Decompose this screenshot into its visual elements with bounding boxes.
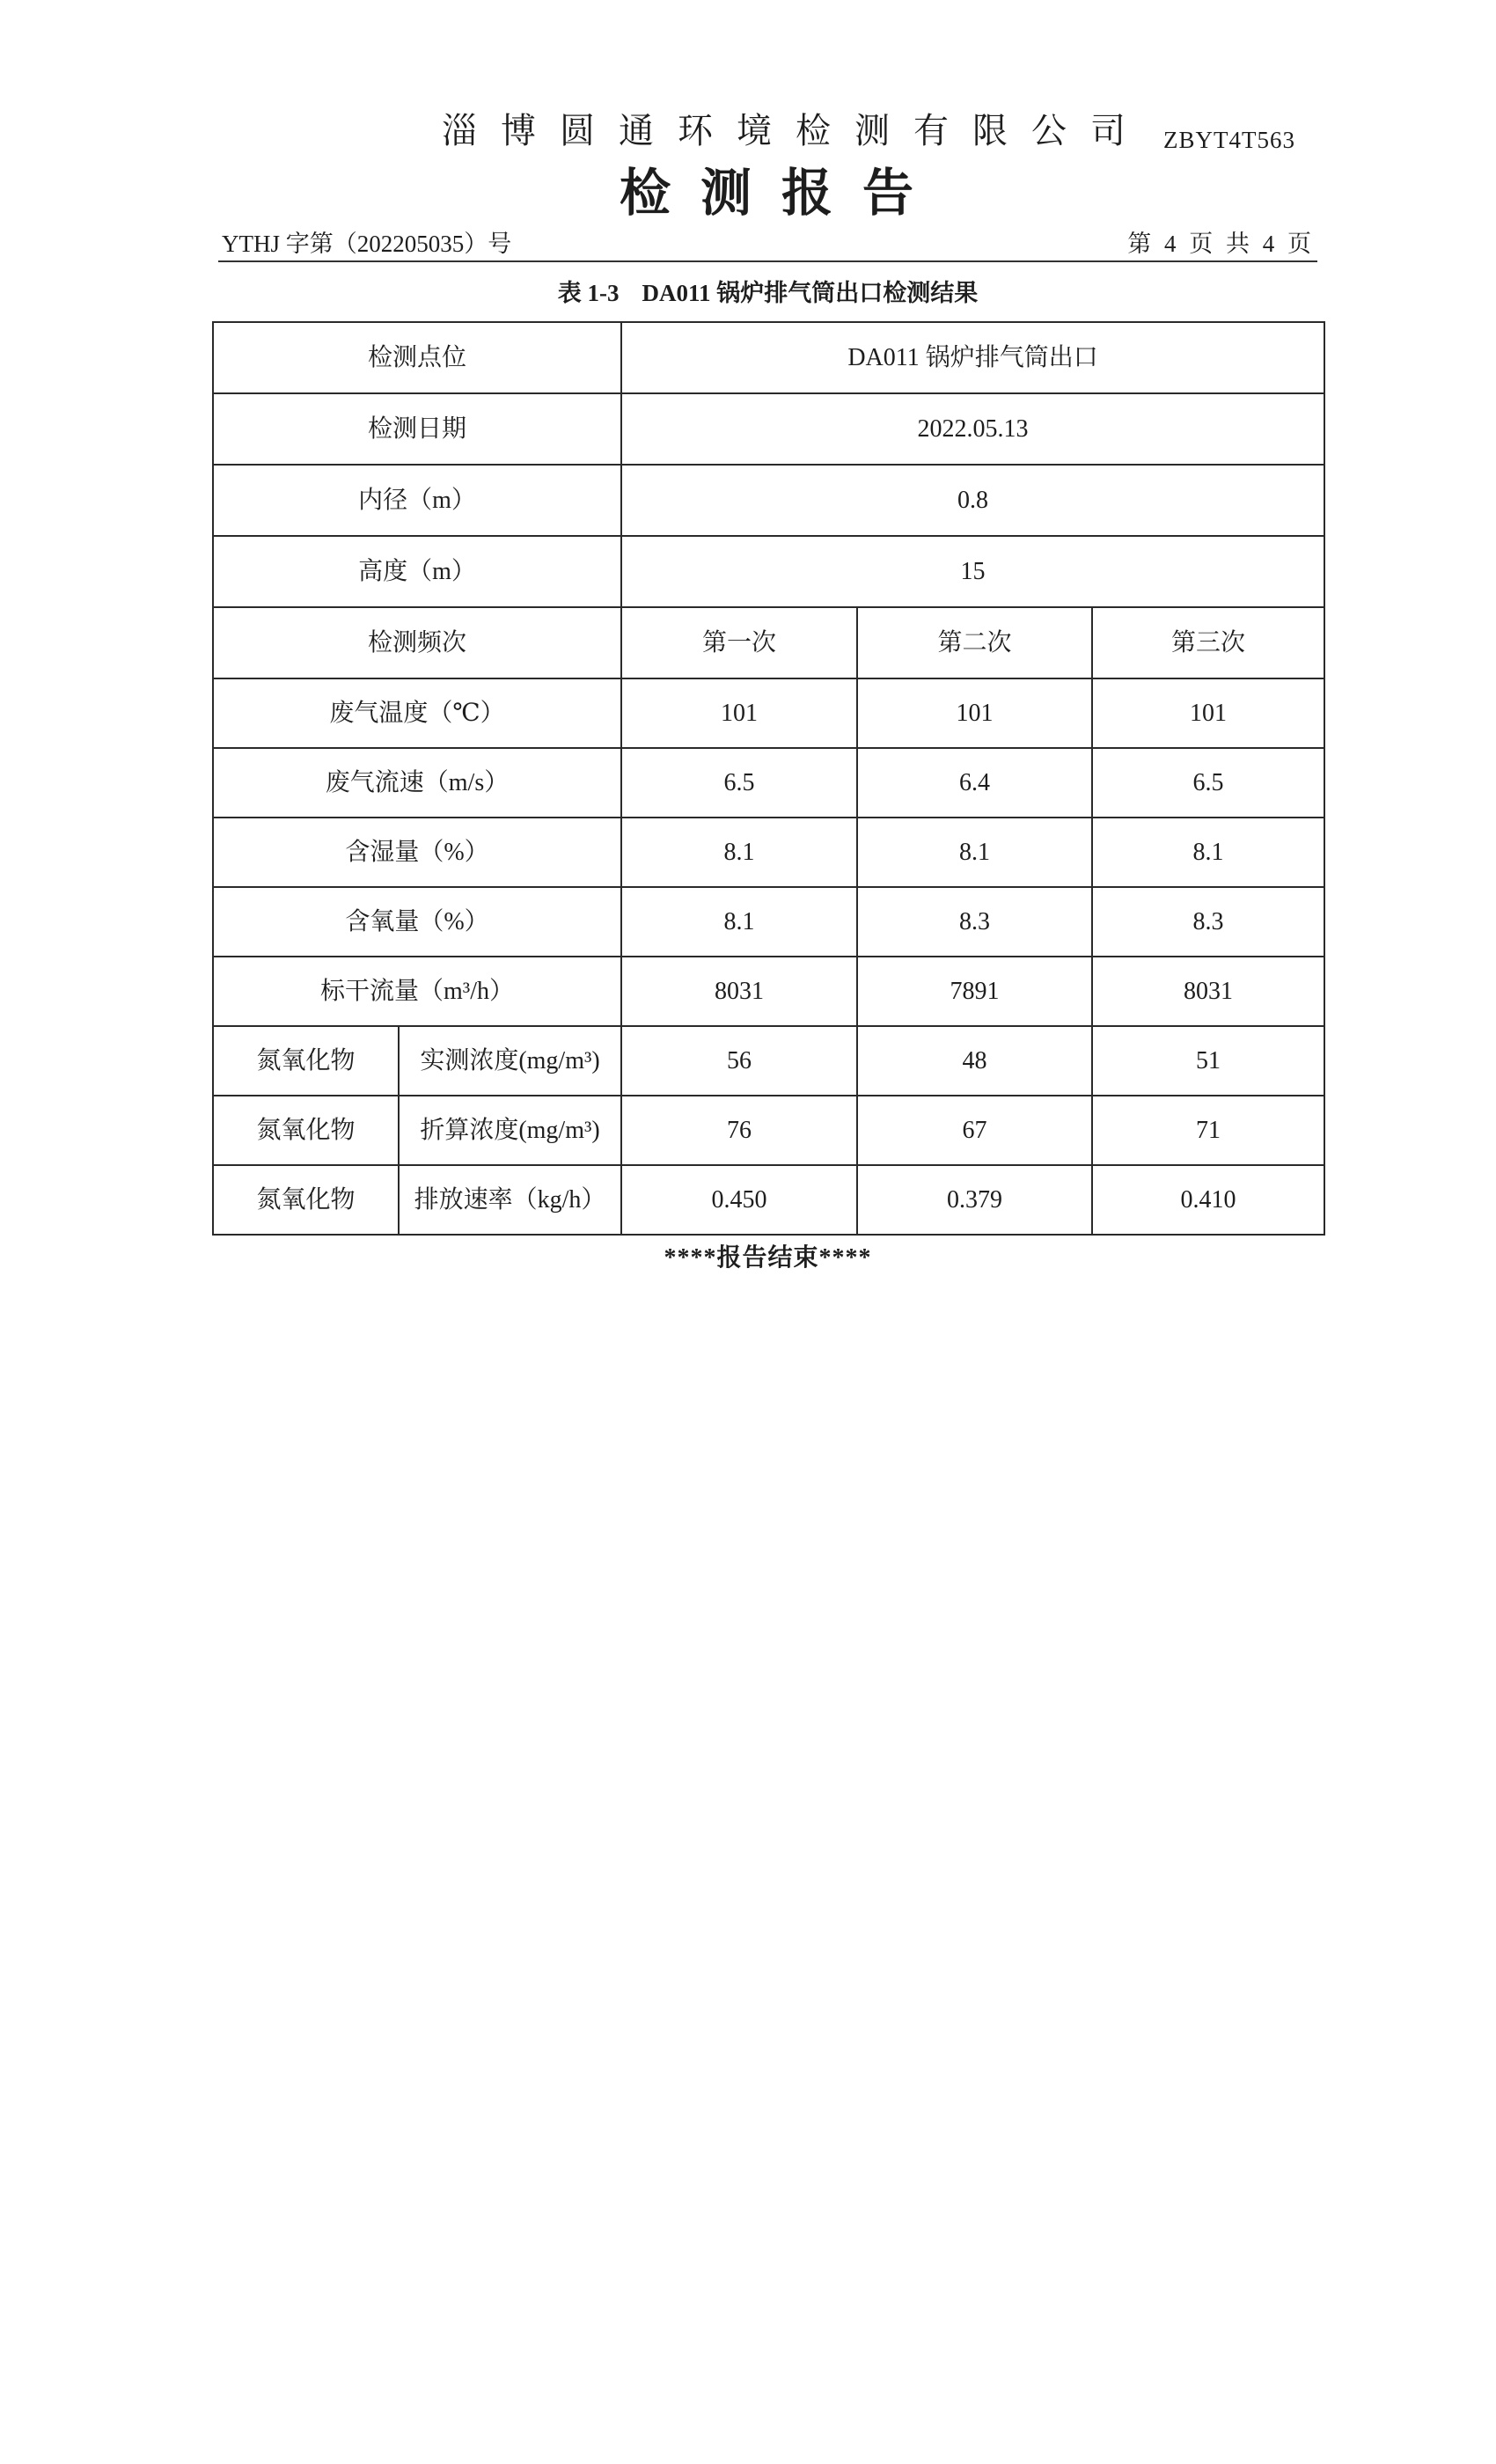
run-header-cell: 第一次 (621, 607, 857, 678)
table-row (213, 1096, 1324, 1165)
table-row (213, 1165, 1324, 1235)
measure-value-cell: 8.3 (857, 887, 1092, 957)
measure-value-cell: 8.1 (857, 818, 1092, 887)
pollutant-value-cell: 51 (1092, 1026, 1324, 1096)
measure-label-cell: 废气流速（m/s） (213, 748, 621, 818)
pollutant-value-cell: 48 (857, 1026, 1092, 1096)
measure-value-cell: 101 (1092, 678, 1324, 748)
measure-value-cell: 6.4 (857, 748, 1092, 818)
measure-label-cell: 含氧量（%） (213, 887, 621, 957)
info-value-cell: 0.8 (621, 465, 1324, 536)
info-label-cell: 检测日期 (213, 393, 621, 465)
measure-value-cell: 101 (857, 678, 1092, 748)
table-caption-number: 表 1-3 (557, 280, 620, 306)
pollutant-value-cell: 67 (857, 1096, 1092, 1165)
run-header-cell: 第二次 (857, 607, 1092, 678)
table-row (213, 1026, 1324, 1096)
pollutant-name-cell: 氮氧化物 (213, 1026, 399, 1096)
measure-label-cell: 标干流量（m³/h） (213, 957, 621, 1026)
pollutant-value-cell: 0.410 (1092, 1165, 1324, 1235)
table-row (213, 465, 1324, 536)
measure-value-cell: 6.5 (1092, 748, 1324, 818)
frequency-label-cell: 检测频次 (213, 607, 621, 678)
table-row (213, 818, 1324, 887)
pollutant-value-cell: 0.379 (857, 1165, 1092, 1235)
pollutant-value-cell: 0.450 (621, 1165, 857, 1235)
report-number: YTHJ 字第（202205035）号 (222, 231, 512, 257)
pollutant-name-cell: 氮氧化物 (213, 1096, 399, 1165)
table-caption (212, 279, 1324, 307)
table-header-row (213, 607, 1324, 678)
table-row (213, 887, 1324, 957)
pollutant-metric-cell: 排放速率（kg/h） (399, 1165, 621, 1235)
measure-value-cell: 7891 (857, 957, 1092, 1026)
table-row (213, 748, 1324, 818)
info-value-cell: 15 (621, 536, 1324, 607)
company-name: 淄博圆通环境检测有限公司 (442, 111, 1149, 150)
measure-value-cell: 8031 (621, 957, 857, 1026)
document-code: ZBYT4T563 (1163, 127, 1295, 153)
report-title: 检测报告 (620, 165, 944, 222)
measure-label-cell: 含湿量（%） (213, 818, 621, 887)
info-value-cell: DA011 锅炉排气筒出口 (621, 322, 1324, 393)
measure-value-cell: 6.5 (621, 748, 857, 818)
report-end-mark: ****报告结束**** (664, 1244, 872, 1272)
info-value-cell: 2022.05.13 (621, 393, 1324, 465)
table-row (213, 536, 1324, 607)
pollutant-metric-cell: 实测浓度(mg/m³) (399, 1026, 621, 1096)
pollutant-name-cell: 氮氧化物 (213, 1165, 399, 1235)
run-header-cell: 第三次 (1092, 607, 1324, 678)
measure-value-cell: 101 (621, 678, 857, 748)
info-label-cell: 检测点位 (213, 322, 621, 393)
measure-value-cell: 8.1 (621, 887, 857, 957)
pollutant-value-cell: 56 (621, 1026, 857, 1096)
pollutant-value-cell: 71 (1092, 1096, 1324, 1165)
info-label-cell: 高度（m） (213, 536, 621, 607)
info-label-cell: 内径（m） (213, 465, 621, 536)
table-row (213, 678, 1324, 748)
measure-value-cell: 8031 (1092, 957, 1324, 1026)
table-row (213, 393, 1324, 465)
page-info: 第 4 页 共 4 页 (1127, 231, 1315, 257)
header-divider (218, 260, 1317, 262)
pollutant-value-cell: 76 (621, 1096, 857, 1165)
measure-value-cell: 8.3 (1092, 887, 1324, 957)
table-caption-text: DA011 锅炉排气筒出口检测结果 (642, 280, 979, 306)
table-row (213, 322, 1324, 393)
results-table (212, 321, 1325, 1236)
table-row (213, 957, 1324, 1026)
measure-label-cell: 废气温度（℃） (213, 678, 621, 748)
measure-value-cell: 8.1 (1092, 818, 1324, 887)
pollutant-metric-cell: 折算浓度(mg/m³) (399, 1096, 621, 1165)
measure-value-cell: 8.1 (621, 818, 857, 887)
